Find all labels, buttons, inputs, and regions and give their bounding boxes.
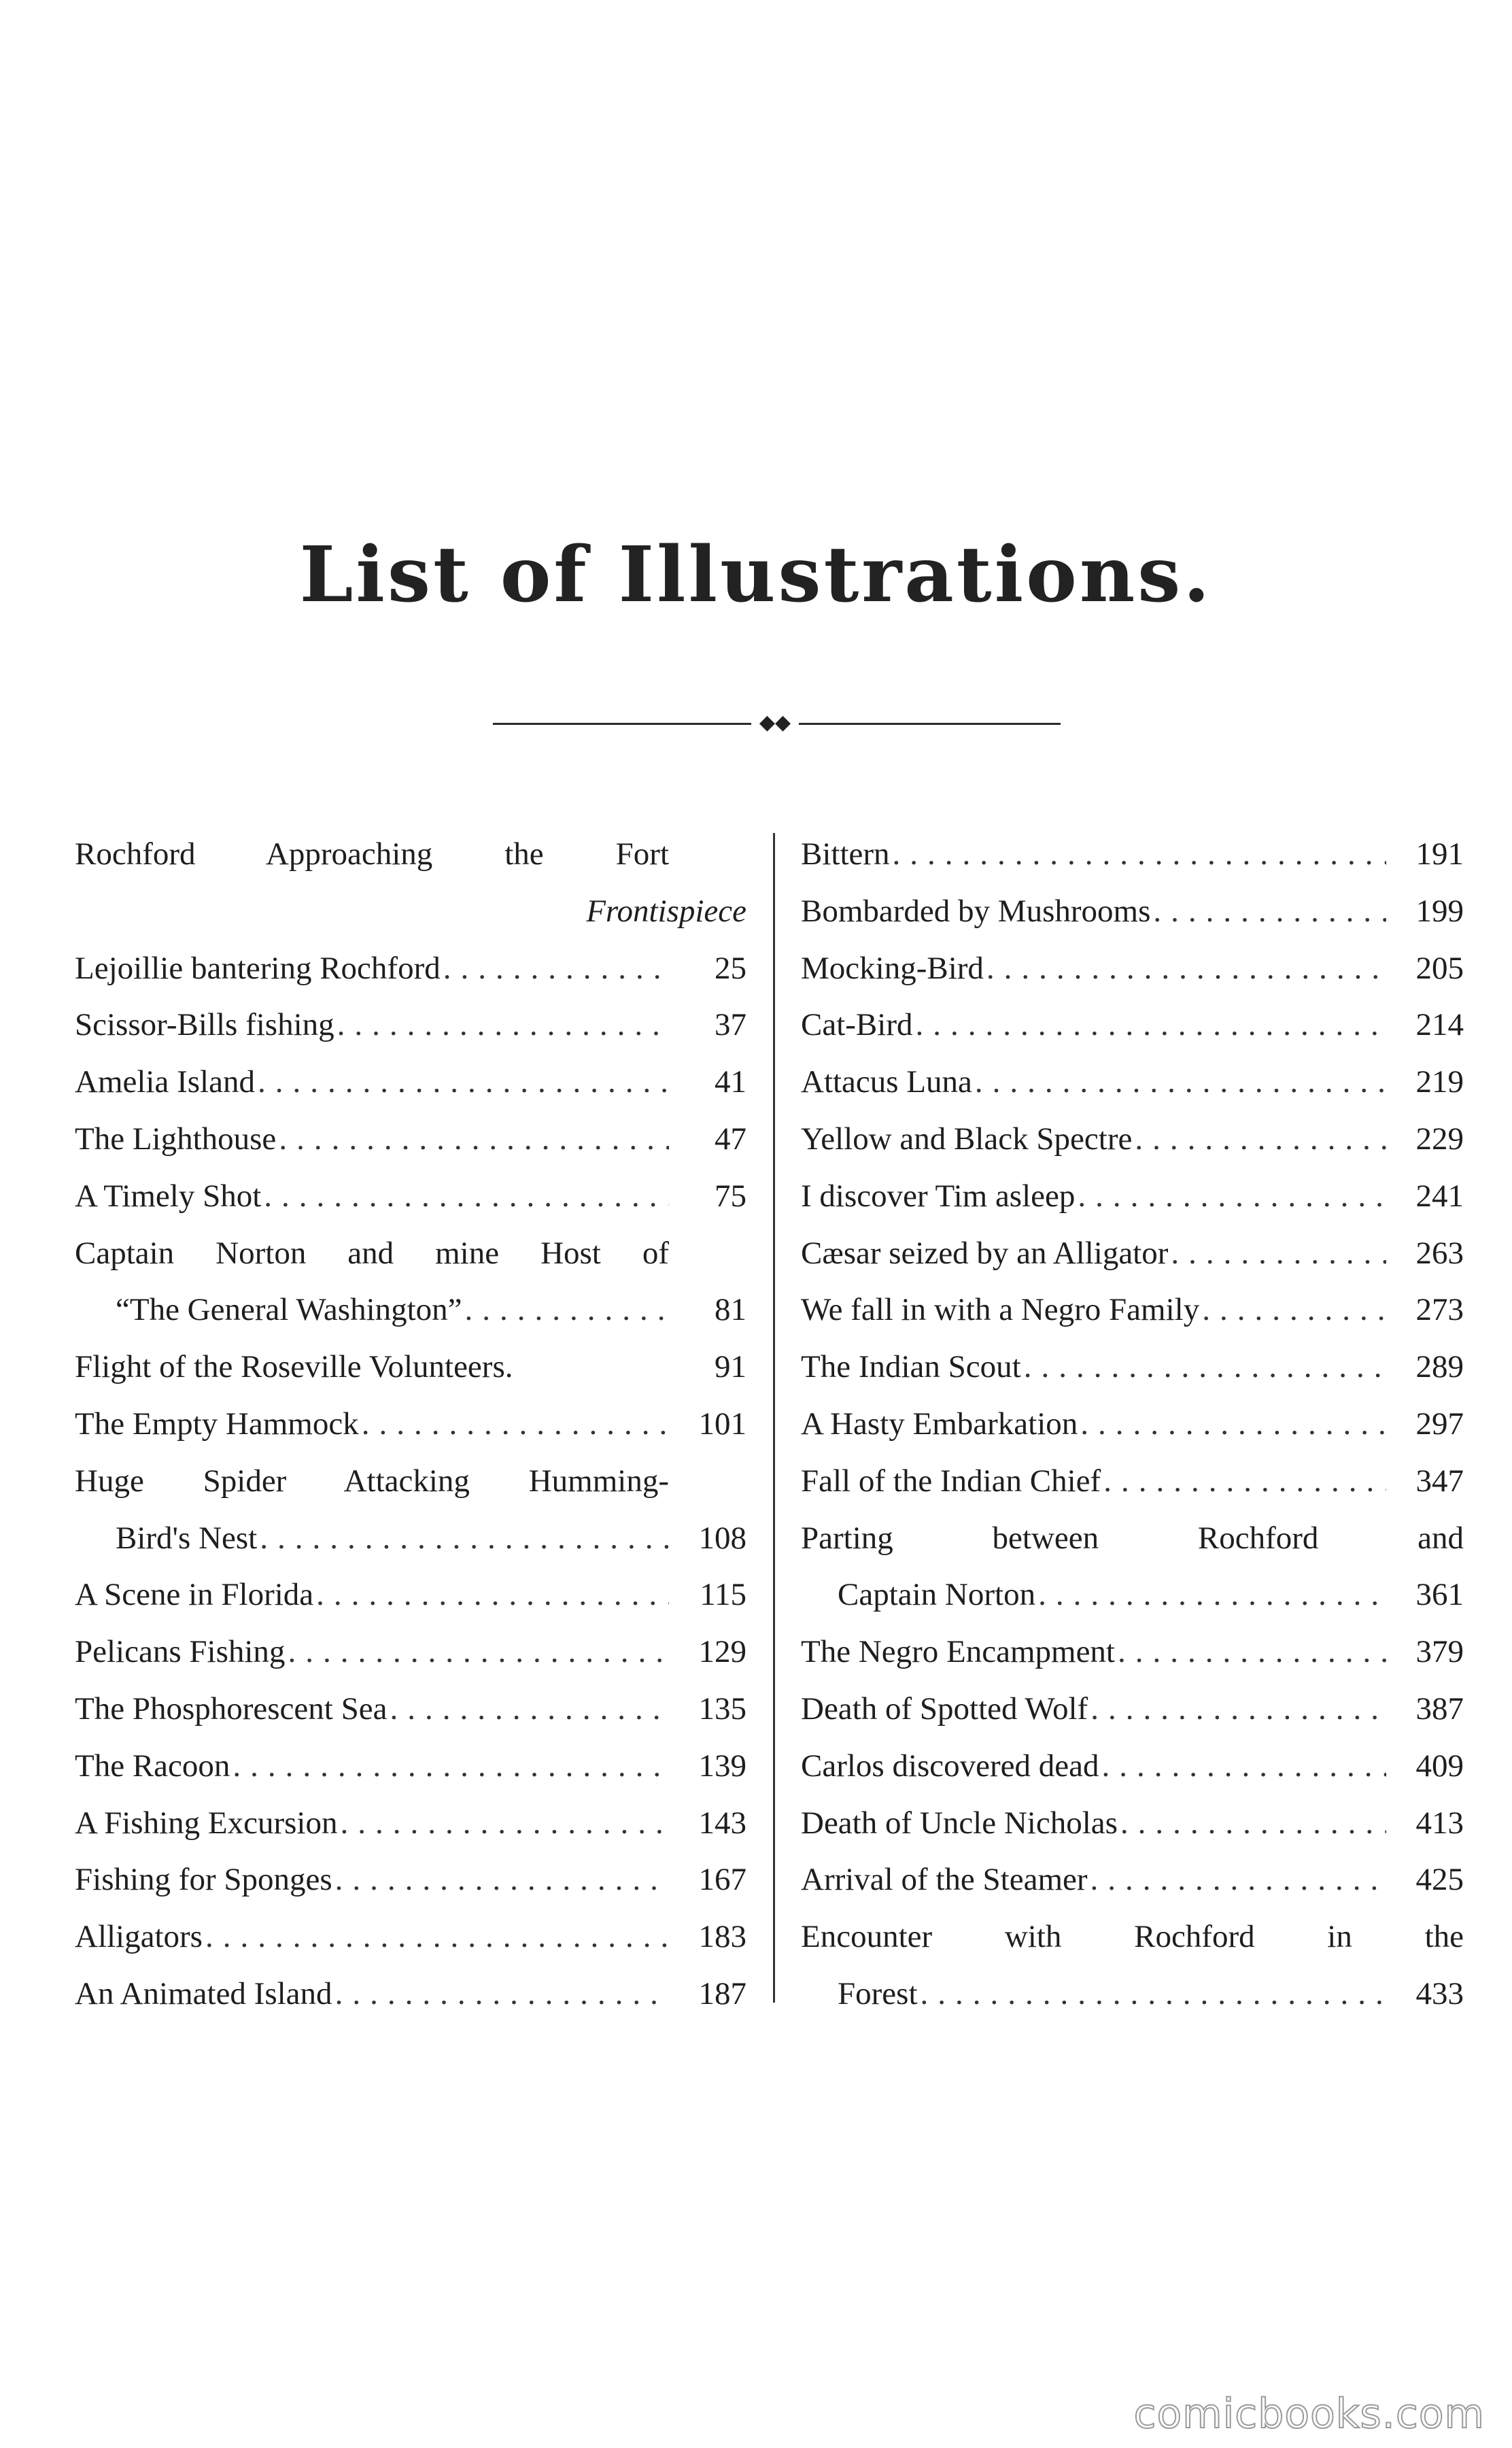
illustration-title: The Empty Hammock (75, 1406, 359, 1442)
illustration-title: We fall in with a Negro Family (801, 1292, 1200, 1328)
illustration-title: Bombarded by Mushrooms (801, 893, 1151, 929)
dot-leader (233, 1738, 669, 1795)
list-item (75, 1225, 746, 1282)
list-item (75, 826, 746, 883)
page-number: 219 (1415, 1064, 1464, 1100)
page-number: 191 (1415, 836, 1464, 872)
illustration-title: Captain Norton and mine Host of (75, 1235, 669, 1271)
illustration-title: Amelia Island (75, 1064, 255, 1100)
dot-leader (893, 826, 1386, 883)
right-column (801, 826, 1464, 2023)
dot-leader (1153, 883, 1386, 940)
list-item (75, 1909, 746, 1966)
illustration-title: Attacus Luna (801, 1064, 972, 1100)
page-number: 379 (1415, 1634, 1464, 1670)
list-item (801, 1909, 1464, 1966)
illustration-title: A Fishing Excursion (75, 1805, 338, 1841)
illustration-title: “The General Washington” (116, 1292, 462, 1328)
list-item (801, 826, 1464, 883)
page-number: 25 (715, 950, 746, 986)
dot-leader (921, 1966, 1387, 2023)
list-item (801, 940, 1464, 998)
list-item (75, 1624, 746, 1681)
list-item (75, 1453, 746, 1510)
dot-leader (1080, 1396, 1386, 1453)
dot-leader (915, 997, 1386, 1054)
dot-leader (1118, 1624, 1386, 1681)
page-number: 289 (1415, 1349, 1464, 1385)
illustration-title: Cat-Bird (801, 1007, 913, 1043)
illustration-title: Flight of the Roseville Volunteers. (75, 1349, 513, 1385)
list-item (75, 1111, 746, 1168)
page-number: 75 (715, 1178, 746, 1214)
left-column (75, 826, 746, 2023)
page-number: 143 (698, 1805, 746, 1841)
dot-leader (443, 940, 669, 998)
illustration-title: Yellow and Black Spectre (801, 1121, 1133, 1157)
list-item (75, 1738, 746, 1795)
illustration-title: The Negro Encampment (801, 1634, 1115, 1670)
illustration-title: I discover Tim asleep (801, 1178, 1076, 1214)
list-item (75, 940, 746, 998)
list-item (801, 1225, 1464, 1282)
page-number: 347 (1415, 1463, 1464, 1499)
page-number: 361 (1415, 1577, 1464, 1613)
dot-leader (340, 1795, 669, 1852)
page-number: 241 (1415, 1178, 1464, 1214)
illustration-title: Lejoillie bantering Rochford (75, 950, 441, 986)
illustration-note: Frontispiece (586, 893, 746, 929)
column-divider-rule (773, 833, 775, 2003)
list-item (75, 1054, 746, 1111)
list-item (801, 1852, 1464, 1909)
dot-leader (205, 1909, 669, 1966)
page-number: 263 (1415, 1235, 1464, 1271)
page-number: 115 (700, 1577, 746, 1613)
list-item (801, 1339, 1464, 1396)
illustration-title: Cæsar seized by an Alligator (801, 1235, 1169, 1271)
dot-leader (986, 940, 1386, 998)
dot-leader (465, 1282, 669, 1339)
list-item (75, 1396, 746, 1453)
dot-leader (1120, 1795, 1386, 1852)
list-item (75, 1339, 746, 1396)
page-number: 101 (698, 1406, 746, 1442)
page-number: 37 (715, 1007, 746, 1043)
page-number: 387 (1415, 1690, 1464, 1727)
illustration-title: Death of Spotted Wolf (801, 1690, 1088, 1727)
dot-leader (316, 1567, 669, 1624)
list-item (801, 1510, 1464, 1567)
list-item (75, 997, 746, 1054)
dot-leader (260, 1510, 669, 1567)
illustration-title: The Racoon (75, 1748, 230, 1784)
list-item (75, 1567, 746, 1624)
dot-leader (1038, 1567, 1386, 1624)
illustration-title: Alligators (75, 1919, 203, 1955)
page-number: 167 (698, 1862, 746, 1898)
list-item (801, 1567, 1464, 1624)
list-item (75, 1681, 746, 1738)
list-item (75, 1282, 746, 1339)
watermark-logo: comicbooks.com (1133, 2390, 1485, 2438)
page-number: 433 (1415, 1975, 1464, 2011)
illustration-title: An Animated Island (75, 1975, 332, 2011)
page-number: 297 (1415, 1406, 1464, 1442)
illustration-title: Bittern (801, 836, 890, 872)
dot-leader (337, 997, 669, 1054)
list-item (75, 1510, 746, 1567)
page-number: 199 (1415, 893, 1464, 929)
dot-leader (362, 1396, 669, 1453)
list-item (801, 1453, 1464, 1510)
illustration-title: Captain Norton (838, 1577, 1036, 1613)
illustration-title: Pelicans Fishing (75, 1634, 286, 1670)
dot-leader (258, 1054, 669, 1111)
dot-leader (1171, 1225, 1386, 1282)
page-number: 135 (698, 1690, 746, 1727)
page-number: 183 (698, 1919, 746, 1955)
illustration-title: Arrival of the Steamer (801, 1862, 1088, 1898)
list-item (801, 1681, 1464, 1738)
dot-leader (1202, 1282, 1386, 1339)
illustration-title: Death of Uncle Nicholas (801, 1805, 1118, 1841)
dot-leader (1024, 1339, 1386, 1396)
page-number: 139 (698, 1748, 746, 1784)
list-item (801, 1396, 1464, 1453)
illustration-title: A Timely Shot (75, 1178, 262, 1214)
page-number: 425 (1415, 1862, 1464, 1898)
illustration-title: Scissor-Bills fishing (75, 1007, 334, 1043)
illustration-title: Mocking-Bird (801, 950, 984, 986)
page-number: 91 (715, 1349, 746, 1385)
dot-leader (279, 1111, 669, 1168)
page-number: 409 (1415, 1748, 1464, 1784)
list-item (801, 1624, 1464, 1681)
divider-ornament: ◆◆ (751, 709, 799, 736)
page-number: 129 (698, 1634, 746, 1670)
page-number: 413 (1415, 1805, 1464, 1841)
illustration-title: A Hasty Embarkation (801, 1406, 1078, 1442)
page-number: 229 (1415, 1121, 1464, 1157)
illustration-title: A Scene in Florida (75, 1577, 314, 1613)
list-item (801, 1795, 1464, 1852)
dot-leader (1090, 1681, 1386, 1738)
illustration-title: Rochford Approaching the Fort (75, 836, 669, 872)
illustration-title: The Phosphorescent Sea (75, 1690, 388, 1727)
page-number: 81 (715, 1292, 746, 1328)
list-item (801, 1168, 1464, 1225)
dot-leader (390, 1681, 669, 1738)
illustration-title: Bird's Nest (116, 1520, 258, 1556)
illustration-title: The Indian Scout (801, 1349, 1021, 1385)
dot-leader (288, 1624, 669, 1681)
list-item (801, 997, 1464, 1054)
illustration-title: The Lighthouse (75, 1121, 277, 1157)
list-item (75, 1966, 746, 2023)
illustration-title: Carlos discovered dead (801, 1748, 1099, 1784)
illustration-title: Parting between Rochford and (801, 1520, 1464, 1556)
page-number: 108 (698, 1520, 746, 1556)
illustration-title: Huge Spider Attacking Humming- (75, 1463, 669, 1499)
dot-leader (264, 1168, 669, 1225)
illustration-title: Fishing for Sponges (75, 1862, 332, 1898)
list-item (801, 1738, 1464, 1795)
page-number: 205 (1415, 950, 1464, 986)
dot-leader (335, 1852, 669, 1909)
page-number: 187 (698, 1975, 746, 2011)
page-number: 47 (715, 1121, 746, 1157)
dot-leader (335, 1966, 669, 2023)
dot-leader (1102, 1738, 1386, 1795)
page-title: List of Illustrations. (299, 530, 1213, 619)
list-item (801, 883, 1464, 940)
illustration-title: Forest (838, 1975, 918, 2011)
list-item (75, 883, 746, 940)
list-item (801, 1054, 1464, 1111)
page-number: 41 (715, 1064, 746, 1100)
dot-leader (1078, 1168, 1386, 1225)
page-number: 273 (1415, 1292, 1464, 1328)
list-item (801, 1966, 1464, 2023)
list-item (75, 1168, 746, 1225)
dot-leader (975, 1054, 1386, 1111)
dot-leader (1135, 1111, 1386, 1168)
page-number: 214 (1415, 1007, 1464, 1043)
list-item (75, 1852, 746, 1909)
illustration-title: Encounter with Rochford in the (801, 1919, 1464, 1955)
list-item (75, 1795, 746, 1852)
dot-leader (1103, 1453, 1386, 1510)
list-item (801, 1111, 1464, 1168)
dot-leader (1090, 1852, 1386, 1909)
illustration-title: Fall of the Indian Chief (801, 1463, 1101, 1499)
list-item (801, 1282, 1464, 1339)
